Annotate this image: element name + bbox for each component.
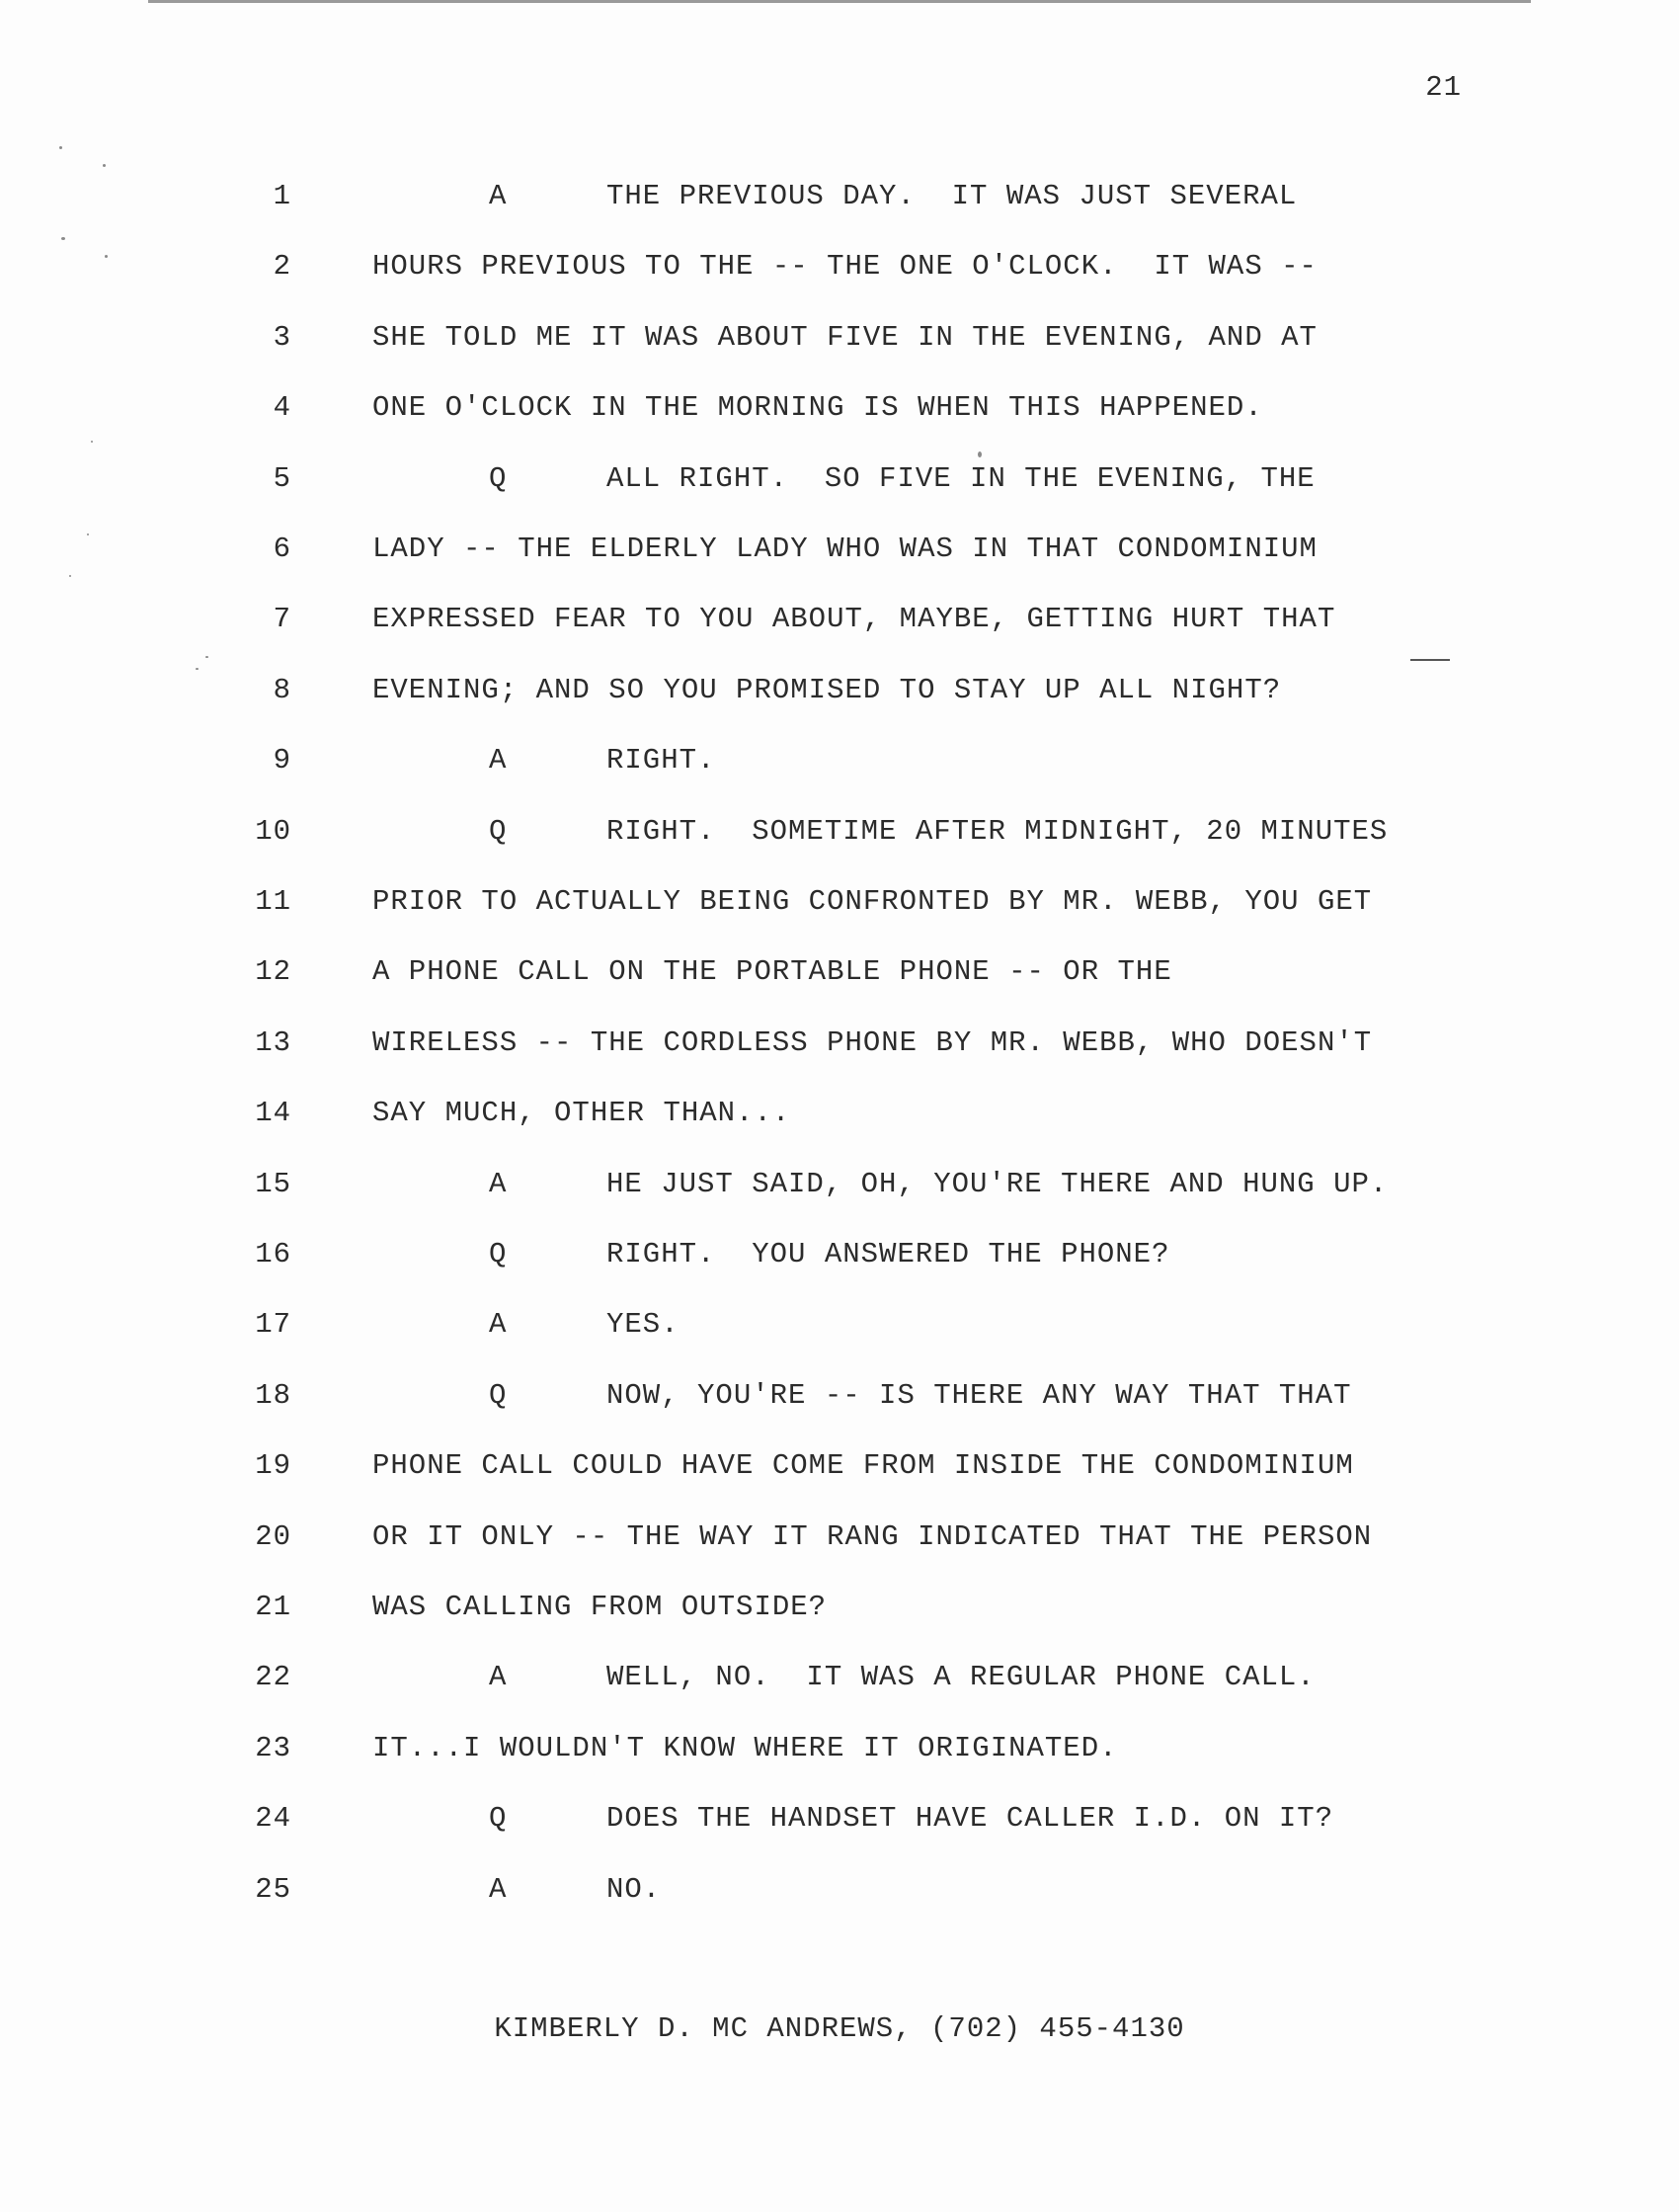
transcript-line xyxy=(0,1026,1679,1076)
transcript-line xyxy=(0,1097,1679,1146)
line-number: 24 xyxy=(255,1802,291,1836)
scan-speck xyxy=(978,451,982,457)
transcript-line xyxy=(0,603,1679,652)
speaker-label: Q xyxy=(489,461,508,495)
line-text: OR IT ONLY -- THE WAY IT RANG INDICATED THAT THE PERSON xyxy=(372,1519,1373,1553)
line-text: EXPRESSED FEAR TO YOU ABOUT, MAYBE, GETTING HURT THAT xyxy=(372,603,1336,636)
transcript-line xyxy=(0,885,1679,935)
scan-speck xyxy=(196,668,199,670)
speaker-label: A xyxy=(489,1661,508,1694)
line-number: 12 xyxy=(255,955,291,989)
line-text: WAS CALLING FROM OUTSIDE? xyxy=(372,1591,828,1623)
transcript-line xyxy=(0,1802,1679,1851)
speaker-label: Q xyxy=(489,1802,508,1836)
line-number: 19 xyxy=(255,1449,291,1483)
scan-speck xyxy=(87,533,89,535)
line-text: ALL RIGHT. SO FIVE IN THE EVENING, THE xyxy=(606,461,1316,495)
line-text: RIGHT. xyxy=(606,744,716,778)
line-number: 4 xyxy=(273,391,291,425)
line-number: 5 xyxy=(273,461,291,495)
line-number: 8 xyxy=(273,673,291,706)
line-text: WIRELESS -- THE CORDLESS PHONE BY MR. WEBB, WHO DOESN'T xyxy=(372,1025,1373,1059)
scan-mark xyxy=(1410,659,1450,661)
line-text: HE JUST SAID, OH, YOU'RE THERE AND HUNG UP. xyxy=(606,1167,1389,1200)
scan-speck xyxy=(59,146,62,149)
transcript-line xyxy=(0,321,1679,370)
transcript-line xyxy=(0,1591,1679,1640)
line-text: WELL, NO. IT WAS A REGULAR PHONE CALL. xyxy=(606,1661,1316,1694)
line-number: 13 xyxy=(255,1025,291,1059)
line-number: 20 xyxy=(255,1519,291,1553)
line-text: A PHONE CALL ON THE PORTABLE PHONE -- OR THE xyxy=(372,955,1172,989)
line-text: ONE O'CLOCK IN THE MORNING IS WHEN THIS HAPPENED. xyxy=(372,391,1263,425)
transcript-line xyxy=(0,744,1679,793)
line-number: 3 xyxy=(273,320,291,354)
transcript-line xyxy=(0,180,1679,229)
speaker-label: A xyxy=(489,180,508,212)
scan-speck xyxy=(105,255,108,258)
transcript-line xyxy=(0,533,1679,582)
transcript-line xyxy=(0,1168,1679,1217)
line-number: 22 xyxy=(255,1661,291,1694)
transcript-line xyxy=(0,250,1679,299)
line-number: 25 xyxy=(255,1872,291,1906)
line-number: 23 xyxy=(255,1731,291,1764)
speaker-label: A xyxy=(489,744,508,778)
line-number: 21 xyxy=(255,1591,291,1623)
top-edge-rule xyxy=(148,0,1531,3)
scan-speck xyxy=(205,656,208,658)
line-text: DOES THE HANDSET HAVE CALLER I.D. ON IT? xyxy=(606,1802,1334,1836)
line-number: 14 xyxy=(255,1097,291,1130)
line-number: 6 xyxy=(273,533,291,565)
transcript-line xyxy=(0,1732,1679,1781)
transcript-line xyxy=(0,1873,1679,1923)
speaker-label: Q xyxy=(489,1238,508,1270)
transcript-line xyxy=(0,674,1679,723)
line-text: IT...I WOULDN'T KNOW WHERE IT ORIGINATED. xyxy=(372,1731,1118,1764)
speaker-label: A xyxy=(489,1872,508,1906)
line-number: 18 xyxy=(255,1378,291,1412)
line-number: 15 xyxy=(255,1167,291,1200)
transcript-line xyxy=(0,1449,1679,1499)
line-text: SHE TOLD ME IT WAS ABOUT FIVE IN THE EVENING, AND AT xyxy=(372,320,1318,354)
scan-speck xyxy=(103,164,106,167)
speaker-label: A xyxy=(489,1308,508,1342)
transcript-line xyxy=(0,462,1679,512)
line-text: THE PREVIOUS DAY. IT WAS JUST SEVERAL xyxy=(606,180,1298,212)
speaker-label: Q xyxy=(489,814,508,848)
transcript-line xyxy=(0,391,1679,441)
transcript-line xyxy=(0,955,1679,1005)
transcript-line xyxy=(0,1238,1679,1287)
transcript-line xyxy=(0,1520,1679,1570)
page-number: 21 xyxy=(1425,71,1462,104)
line-number: 10 xyxy=(255,814,291,848)
line-text: LADY -- THE ELDERLY LADY WHO WAS IN THAT CONDOMINIUM xyxy=(372,533,1318,565)
line-number: 2 xyxy=(273,250,291,284)
line-text: NOW, YOU'RE -- IS THERE ANY WAY THAT THAT xyxy=(606,1378,1352,1412)
transcript-line xyxy=(0,1379,1679,1429)
line-number: 11 xyxy=(255,885,291,918)
line-number: 17 xyxy=(255,1308,291,1342)
reporter-footer: KIMBERLY D. MC ANDREWS, (702) 455-4130 xyxy=(494,2012,1185,2045)
speaker-label: Q xyxy=(489,1378,508,1412)
line-text: PRIOR TO ACTUALLY BEING CONFRONTED BY MR. WEBB, YOU GET xyxy=(372,885,1373,918)
line-text: RIGHT. YOU ANSWERED THE PHONE? xyxy=(606,1238,1170,1270)
transcript-line xyxy=(0,815,1679,864)
line-number: 1 xyxy=(273,180,291,212)
line-number: 7 xyxy=(273,603,291,636)
line-text: SAY MUCH, OTHER THAN... xyxy=(372,1097,791,1130)
line-text: YES. xyxy=(606,1308,680,1342)
transcript-line xyxy=(0,1661,1679,1710)
line-number: 16 xyxy=(255,1238,291,1270)
scan-speck xyxy=(91,441,93,443)
transcript-line xyxy=(0,1308,1679,1357)
scan-speck xyxy=(69,575,71,577)
line-text: EVENING; AND SO YOU PROMISED TO STAY UP ALL NIGHT? xyxy=(372,673,1282,706)
scan-speck xyxy=(61,237,65,240)
line-text: NO. xyxy=(606,1872,662,1906)
speaker-label: A xyxy=(489,1167,508,1200)
line-text: PHONE CALL COULD HAVE COME FROM INSIDE THE CONDOMINIUM xyxy=(372,1449,1354,1483)
line-number: 9 xyxy=(273,744,291,778)
line-text: RIGHT. SOMETIME AFTER MIDNIGHT, 20 MINUTES xyxy=(606,814,1389,848)
line-text: HOURS PREVIOUS TO THE -- THE ONE O'CLOCK. IT WAS -- xyxy=(372,250,1318,284)
